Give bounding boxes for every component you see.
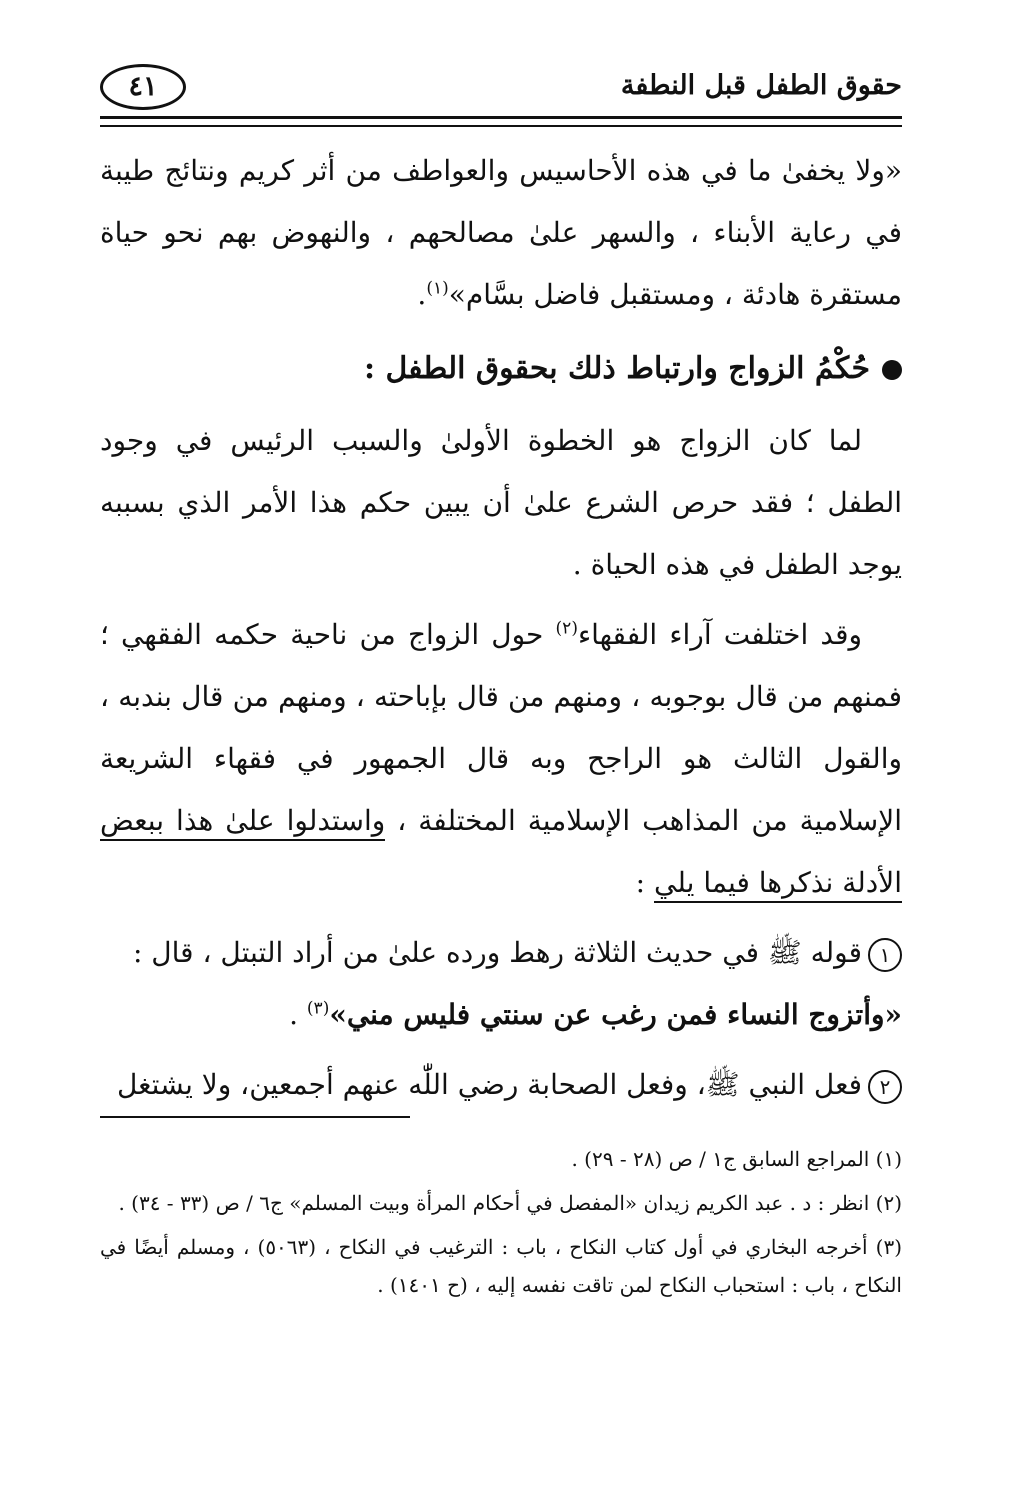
quote-text: «ولا يخفىٰ ما في هذه الأحاسيس والعواطف من أثر كريم ونتائج طيبة في رعاية الأبناء ، والسهر علىٰ مصالحهم ، والنهوض بهم نحو حياة مستقرة هادئة ، ومستقبل فاضل بسَّام» xyxy=(100,154,902,311)
footnote-ref-2: (٢) xyxy=(555,618,578,639)
footnote-1: (١) المراجع السابق ج١ / ص (٢٨ - ٢٩) . xyxy=(571,1147,902,1171)
item-number-1: ١ xyxy=(868,938,902,972)
bullet-icon xyxy=(882,360,902,380)
paragraph-3-a: وقد اختلفت آراء الفقهاء xyxy=(577,618,862,651)
footnotes xyxy=(100,1140,902,1310)
paragraph-3-end: : xyxy=(635,866,655,899)
header-rule-thick xyxy=(100,116,902,119)
list-item-1 xyxy=(100,922,902,1046)
footnote-3: (٣) أخرجه البخاري في أول كتاب النكاح ، باب : الترغيب في النكاح ، (٥٠٦٣) ، ومسلم أيضًا في النكاح ، باب : استحباب النكاح لمن تاقت نفسه إليه ، (ح ١٤٠١) . xyxy=(100,1235,903,1297)
paragraph-3-b: حول الزواج من ناحية حكمه الفقهي ؛ فمنهم من قال بوجوبه ، ومنهم من قال بإباحته ، ومنهم من قال بندبه ، والقول الثالث هو الراجح وبه قال الجمهور في فقهاء الشريعة الإسلامية من المذاهب الإسلامية المختلفة ، xyxy=(100,618,902,837)
section-heading xyxy=(100,336,902,402)
page-number: ٤١ xyxy=(100,64,186,110)
paragraph-3 xyxy=(100,604,902,914)
footnote-rule xyxy=(100,1116,410,1118)
header-rule-thin xyxy=(100,125,902,127)
hadith-quote: «وأتزوج النساء فمن رغب عن سنتي فليس مني» xyxy=(329,998,902,1031)
page-header xyxy=(100,62,902,118)
item-number-2: ٢ xyxy=(868,1070,902,1104)
item-2-text: فعل النبي ﷺ، وفعل الصحابة رضي اللّٰه عنهم أجمعين، ولا يشتغل xyxy=(116,1068,862,1101)
paragraph-2: لما كان الزواج هو الخطوة الأولىٰ والسبب الرئيس في وجود الطفل ؛ فقد حرص الشرع علىٰ أن يبين حكم هذا الأمر الذي بسببه يوجد الطفل في هذه الحياة . xyxy=(100,424,902,581)
running-title: حقوق الطفل قبل النطفة xyxy=(620,70,902,101)
footnote-ref-1: (١) xyxy=(426,278,449,299)
underlined-text: واستدلوا علىٰ هذا ببعض الأدلة نذكرها فيما يلي xyxy=(100,804,902,903)
item-1-end: . xyxy=(289,998,307,1031)
item-1-text: قوله ﷺ في حديث الثلاثة رهط ورده علىٰ من أراد التبتل ، قال : xyxy=(132,936,862,969)
footnote-2: (٢) انظر : د . عبد الكريم زيدان «المفصل في أحكام المرأة وبيت المسلم» ج٦ / ص (٣٣ - ٣٤) . xyxy=(118,1191,902,1215)
page-body xyxy=(100,140,902,1116)
quote-paragraph xyxy=(100,140,902,326)
heading-text: حُكْمُ الزواج وارتباط ذلك بحقوق الطفل : xyxy=(363,351,870,386)
list-item-2 xyxy=(100,1054,902,1116)
quote-end: . xyxy=(417,278,427,311)
footnote-ref-3: (٣) xyxy=(306,998,330,1019)
